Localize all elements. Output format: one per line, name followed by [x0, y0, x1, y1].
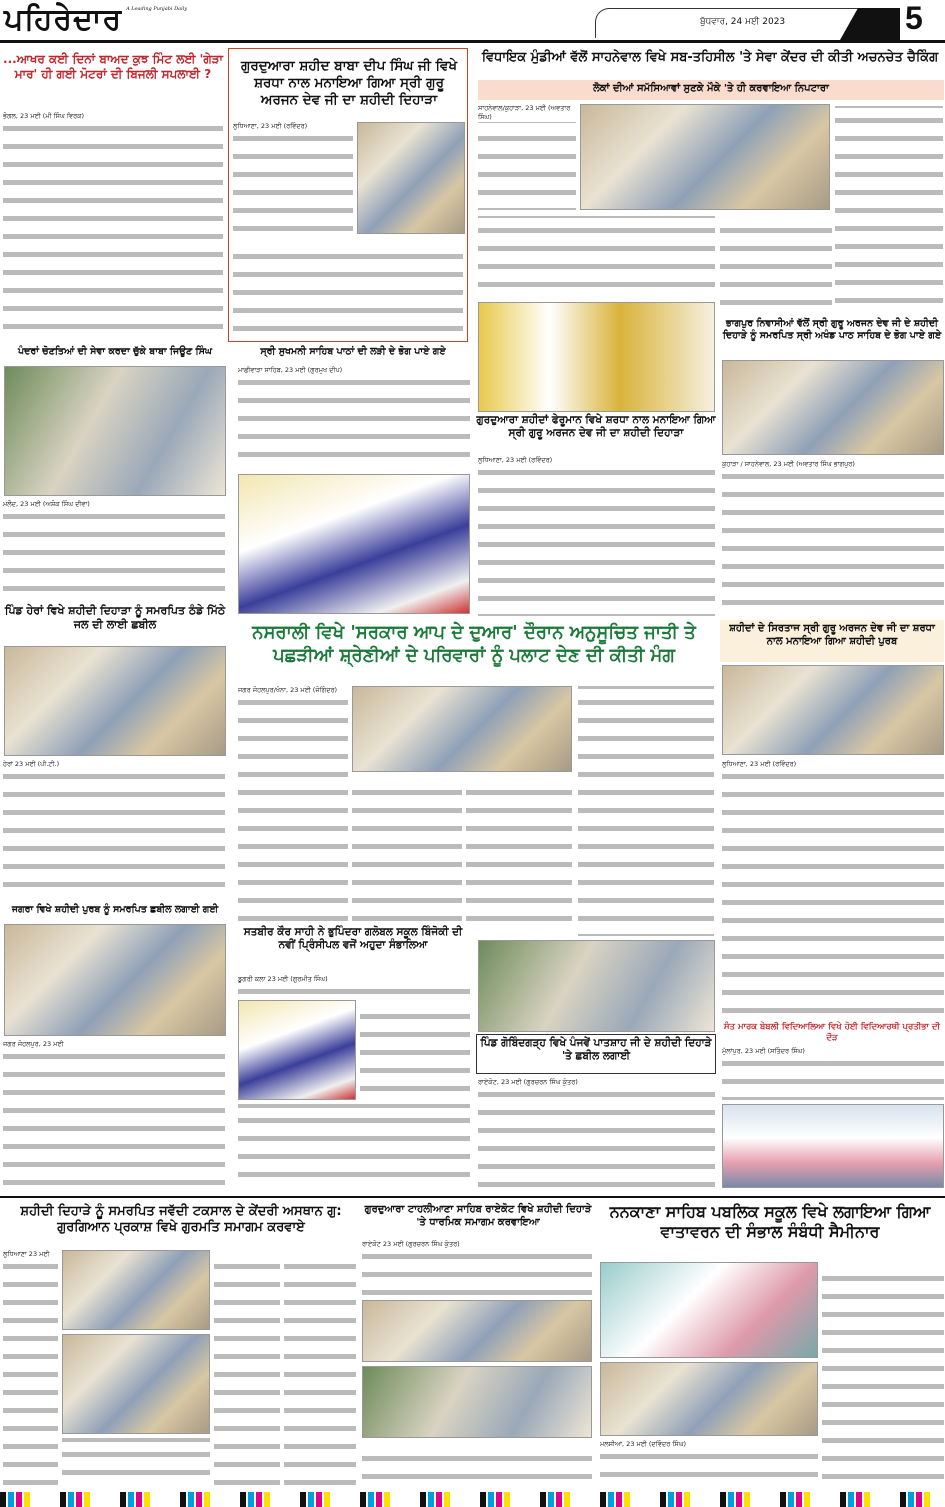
dateline: ਭੋਗਲ, 23 ਮਈ (ਮੀ ਸਿੰਘ ਵਿਰਕ): [3, 112, 223, 121]
dateline: ਲੁਧਿਆਣਾ, 23 ਮਈ (ਰਵਿੰਦਰ): [478, 456, 715, 465]
issue-date: ਬੁੱਧਵਾਰ, 24 ਮਈ 2023: [700, 17, 786, 27]
article-body: [722, 1047, 944, 1100]
article-body: [835, 104, 943, 314]
article-body: [3, 112, 223, 340]
article-body: [822, 1262, 944, 1488]
photo: [4, 924, 226, 1036]
dateline: ਮਲੌਦ, 23 ਮਈ (ਅਸ਼ੋਕ ਸਿੰਘ ਦੀਵਾ): [3, 500, 225, 509]
headline: ਸੰਤ ਮਾਰਕ ਬੇਬਲੀ ਵਿਦਿਆਲਿਆ ਵਿਖੇ ਹੋਈ ਵਿਦਿਆਰਥੀ ਪ੍ਰਤੀਭਾ ਦੀ ਦੌੜ: [723, 1022, 941, 1043]
article-body: [478, 1078, 715, 1190]
photo: [362, 1366, 592, 1438]
article-body: [722, 460, 944, 615]
photo: [62, 1334, 210, 1434]
article-body: [284, 1250, 356, 1488]
dateline: ਡੂਗਰੀ ਕਲਾ 23 ਮਈ (ਗੁਰਮੀਤ ਸਿੰਘ): [238, 975, 470, 984]
dateline: ਲੁਧਿਆਣਾ, 23 ਮਈ (ਰਵਿੰਦਰ): [722, 760, 944, 769]
article-body: [352, 776, 462, 922]
photo: [4, 366, 226, 496]
article-body: [233, 240, 463, 338]
registration-bar: [0, 1492, 945, 1507]
dateline: ਮੁੱਲਾਂਪੁਰ, 23 ਮਈ (ਸਤਿੰਦਰ ਸਿੰਘ): [722, 1047, 944, 1056]
article-body: [3, 500, 225, 600]
photo: [600, 1262, 818, 1358]
headline: ਸ਼ਹੀਦਾਂ ਦੇ ਸਿਰਤਾਜ ਸ੍ਰੀ ਗੁਰੂ ਅਰਜਨ ਦੇਵ ਜੀ ਦਾ ਸ਼ਰਧਾ ਨਾਲ ਮਨਾਇਆ ਗਿਆ ਸ਼ਹੀਦੀ ਪੁਰਬ: [720, 620, 944, 662]
article-body: [578, 686, 714, 936]
article-body: [720, 214, 832, 314]
photo: [478, 940, 715, 1032]
headline: ਸ਼ਹੀਦੀ ਦਿਹਾੜੇ ਨੂੰ ਸਮਰਪਿਤ ਜਵੱਦੀ ਟਕਸਾਲ ਦੇ ਕੇਂਦਰੀ ਅਸਥਾਨ ਗੁ: ਗੁਰਗਿਆਨ ਪ੍ਰਕਾਸ਼ ਵਿਖੇ ਗੁਰਮਤਿ ਸਮਾਗਮ ਕਰਵਾਏ: [20, 1204, 342, 1236]
dateline: ਲੁਧਿਆਣਾ, 23 ਮਈ (ਰਵਿੰਦਰ): [233, 122, 353, 131]
article-body: [478, 104, 576, 210]
article-body: [3, 1250, 58, 1488]
dateline: ਸਾਹਨੇਵਾਲ/ਕੁਹਾੜਾ, 23 ਮਈ (ਅਵਤਾਰ ਸਿੰਘ): [478, 104, 576, 122]
headline: ਪਿੰਡ ਗੋਬਿੰਦਗੜ੍ਹ ਵਿਖੇ ਪੰਜਵੇਂ ਪਾਤਸ਼ਾਹ ਜੀ ਦੇ ਸ਼ਹੀਦੀ ਦਿਹਾੜੇ 'ਤੇ ਛਬੀਲ ਲਗਾਈ: [480, 1037, 712, 1063]
photo: [722, 665, 944, 755]
article-body: [3, 1040, 225, 1190]
article-body: [360, 1000, 470, 1100]
headline: ਗੁਰਦੁਆਰਾ ਸ਼ਹੀਦ ਬਾਬਾ ਦੀਪ ਸਿੰਘ ਜੀ ਵਿਖੇ ਸ਼ਰਧਾ ਨਾਲ ਮਨਾਇਆ ਗਿਆ ਸ੍ਰੀ ਗੁਰੂ ਅਰਜਨ ਦੇਵ ਜੀ ਦਾ ਸ਼ਹੀਦੀ ਦਿਹਾੜਾ: [241, 58, 457, 108]
photo: [238, 474, 470, 614]
headline: ਗੁਰਦੁਆਰਾ ਟਾਹਲੀਆਣਾ ਸਾਹਿਬ ਰਾਏਕੋਟ ਵਿਖੇ ਸ਼ਹੀਦੀ ਦਿਹਾੜੇ 'ਤੇ ਧਾਰਮਿਕ ਸਮਾਗਮ ਕਰਵਾਇਆ: [364, 1204, 592, 1228]
headline: ਨਨਕਾਣਾ ਸਾਹਿਬ ਪਬਲਿਕ ਸਕੂਲ ਵਿਖੇ ਲਗਾਇਆ ਗਿਆ ਵਾਤਾਵਰਨ ਦੀ ਸੰਭਾਲ ਸੰਬੰਧੀ ਸੈਮੀਨਾਰ: [609, 1202, 931, 1241]
dateline: ਜਗਰ ਜੋਹਲਪੁਰ/ਖੰਨਾ, 23 ਮਈ (ਜੋਗਿੰਦਰ): [238, 686, 348, 695]
article-body: [362, 1240, 592, 1296]
photo: [352, 686, 572, 772]
article-body: [3, 760, 225, 900]
article-body: [233, 122, 353, 236]
headline: ਜਗਰਾ ਵਿਖੇ ਸ਼ਹੀਦੀ ਪੁਰਬ ਨੂੰ ਸਮਰਪਿਤ ਛਬੀਲ ਲਗਾਈ ਗਈ: [11, 904, 219, 915]
brand: [4, 2, 187, 38]
photo: [4, 646, 226, 756]
dateline: ਰਾਏਕੋਟ, 23 ਮਈ (ਗੁਰਚਰਨ ਸਿੰਘ ਕੁੰਤਰ): [478, 1078, 715, 1087]
dateline: ਜਗਰ ਜੋਹਲਪੁਰ, 23 ਮਈ: [3, 1040, 225, 1049]
photo: [722, 360, 944, 455]
dateline: ਮਾਛੀਵਾੜਾ ਸਾਹਿਬ, 23 ਮਈ (ਗੁਰਮੁਖ ਦੀਪ): [238, 366, 470, 375]
dateline: ਮਲਸੀਆਂ, 23 ਮਈ (ਦਵਿੰਦਰ ਸਿੰਘ): [600, 1440, 818, 1449]
subheadline: ਲੋਕਾਂ ਦੀਆਂ ਸਮੱਸਿਆਵਾਂ ਸੁਣਕੇ ਮੌਕੇ 'ਤੇ ਹੀ ਕਰਵਾਇਆ ਨਿਪਟਾਰਾ: [478, 80, 944, 100]
headline: ...ਆਖਰ ਕਈ ਦਿਨਾਂ ਬਾਅਦ ਕੁਝ ਮਿੰਟ ਲਈ 'ਗੇੜਾ ਮਾਰ' ਹੀ ਗਈ ਮੋਟਰਾਂ ਦੀ ਬਿਜਲੀ ਸਪਲਾਈ ?: [3, 52, 223, 81]
article-body: [478, 456, 715, 616]
masthead-rule: [0, 40, 945, 43]
headline: ਪੰਦਰਾਂ ਚੋਣਤਿਆਂ ਦੀ ਸੇਵਾ ਕਰਦਾ ਚੁੱਕੇ ਬਾਬਾ ਜਿਊਣ ਸਿੰਘ: [17, 346, 212, 357]
article-body: [214, 1250, 280, 1488]
headline: ਸ੍ਰੀ ਸੁਖਮਨੀ ਸਾਹਿਬ ਪਾਠਾਂ ਦੀ ਲੜੀ ਦੇ ਭੋਗ ਪਾਏ ਗਏ: [260, 346, 446, 357]
article-body: [238, 1104, 470, 1190]
article-body: [722, 760, 944, 1020]
section-rule: [0, 1196, 945, 1198]
photo: [600, 1362, 818, 1436]
dateline: ਹੇਰਾਂ 23 ਮਈ (ਪੀ.ਟੀ.): [3, 760, 225, 769]
headline: ਸਤਬੀਰ ਕੌਰ ਸਾਹੀ ਨੇ ਭੁਪਿੰਦਰਾ ਗਲੋਬਲ ਸਕੂਲ ਬਿੰਜੋਕੀ ਦੀ ਨਵੀਂ ਪ੍ਰਿੰਸੀਪਲ ਵਜੋਂ ਅਹੁਦਾ ਸੰਭਾਲਿਆ: [243, 926, 463, 952]
headline: ਭਾਗਪੁਰ ਨਿਵਾਸੀਆਂ ਵੱਲੋਂ ਸ੍ਰੀ ਗੁਰੂ ਅਰਜਨ ਦੇਵ ਜੀ ਦੇ ਸ਼ਹੀਦੀ ਦਿਹਾੜੇ ਨੂੰ ਸਮਰਪਿਤ ਸ੍ਰੀ ਅਖੰਡ ਪਾਠ ਸਾਹਿਬ ਦੇ ਭੋਗ ਪਾਏ ਗਏ: [722, 318, 942, 341]
article-body: [238, 686, 348, 922]
photo: [478, 302, 715, 412]
article-body: [238, 975, 470, 997]
headline: ਗੁਰਦੁਆਰਾ ਸ਼ਹੀਦਾਂ ਫੇਰੂਮਾਨ ਵਿਖੇ ਸ਼ਰਧਾ ਨਾਲ ਮਨਾਇਆ ਗਿਆ ਸ੍ਰੀ ਗੁਰੂ ਅਰਜਨ ਦੇਵ ਜੀ ਦਾ ਸ਼ਹੀਦੀ ਦਿਹਾੜਾ: [476, 414, 716, 440]
photo: [580, 104, 830, 210]
dateline: ਕੁਹਾੜਾ / ਸਾਹਨੇਵਾਲ, 23 ਮਈ (ਅਵਤਾਰ ਸਿੰਘ ਭਾਗਪੁਰ): [722, 460, 944, 469]
headline: ਨਸਰਾਲੀ ਵਿਖੇ 'ਸਰਕਾਰ ਆਪ ਦੇ ਦੁਆਰ' ਦੌਰਾਨ ਅਨੁਸੂਚਿਤ ਜਾਤੀ ਤੇ ਪਛੜੀਆਂ ਸ਼੍ਰੇਣੀਆਂ ਦੇ ਪਰਿਵਾਰਾਂ ਨੂੰ ਪਲਾਟ ਦੇਣ ਦੀ ਕੀਤੀ ਮੰਗ: [252, 622, 696, 666]
tagline: A Leading Punjabi Daily: [126, 6, 188, 12]
article-body: [466, 776, 572, 922]
dateline: ਲੁਧਿਆਣਾ 23 ਮਈ: [3, 1250, 58, 1259]
photo: [357, 122, 465, 234]
photo: [62, 1250, 210, 1330]
article-body: [478, 214, 715, 298]
page-number: 5: [905, 0, 923, 36]
article-body: [62, 1438, 210, 1488]
article-body: [362, 1442, 592, 1488]
logo: ਪਹਿਰੇਦਾਰ: [4, 2, 123, 37]
photo: [238, 1000, 356, 1100]
headline: ਵਿਧਾਇਕ ਮੁੰਡੀਆਂ ਵੱਲੋਂ ਸਾਹਨੇਵਾਲ ਵਿਖੇ ਸਬ-ਤਹਿਸੀਲ 'ਤੇ ਸੇਵਾ ਕੇਂਦਰ ਦੀ ਕੀਤੀ ਅਚਨਚੇਤ ਚੈਕਿੰਗ: [481, 50, 939, 65]
photo: [362, 1300, 592, 1362]
headline: ਪਿੰਡ ਹੇਰਾਂ ਵਿਖੇ ਸ਼ਹੀਦੀ ਦਿਹਾੜਾ ਨੂੰ ਸਮਰਪਿਤ ਠੰਡੇ ਮਿੱਠੇ ਜਲ ਦੀ ਲਾਈ ਛਬੀਲ: [4, 604, 226, 631]
dateline: ਰਾਏਕੋਟ 23 ਮਈ (ਗੁਰਚਰਨ ਸਿੰਘ ਕੁੰਤਰ): [362, 1240, 592, 1249]
article-body: [600, 1440, 818, 1488]
article-body: [238, 366, 470, 470]
photo: [722, 1104, 944, 1188]
